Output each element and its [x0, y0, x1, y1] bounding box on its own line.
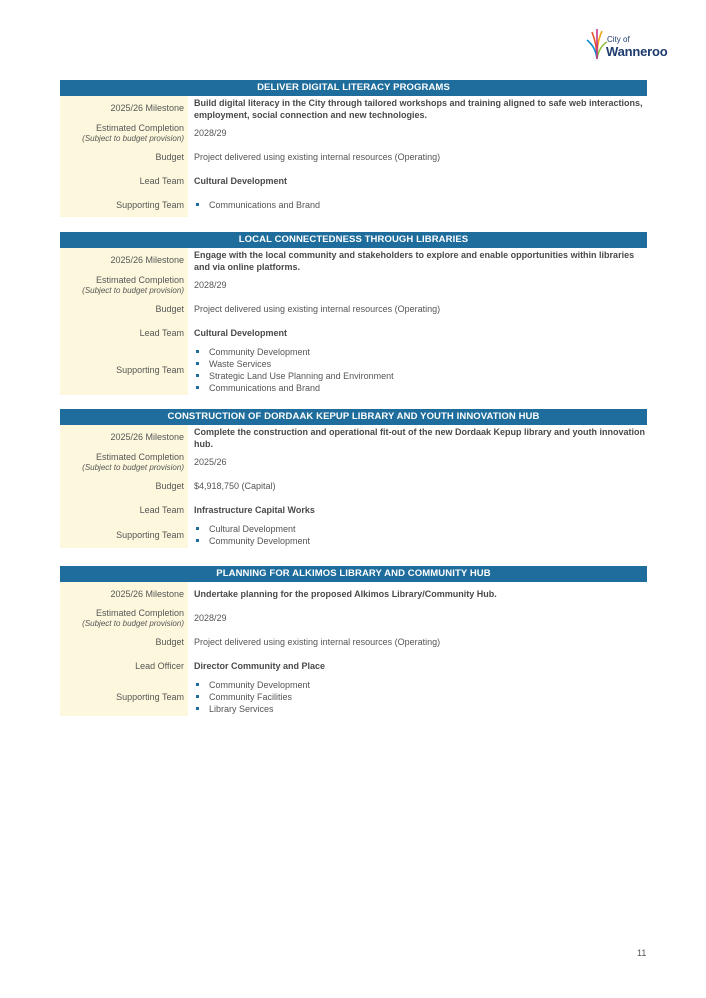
lead-value: Infrastructure Capital Works: [194, 505, 315, 515]
supporting-value: [188, 345, 647, 395]
lead-label: Lead Team: [60, 169, 188, 193]
budget-row: [60, 145, 647, 169]
section-title: LOCAL CONNECTEDNESS THROUGH LIBRARIES: [60, 232, 647, 248]
lead-label: Lead Team: [60, 321, 188, 345]
lead-row: [60, 654, 647, 678]
milestone-value: Undertake planning for the proposed Alkimos Library/Community Hub.: [194, 589, 497, 599]
list-item: Community Development: [194, 679, 647, 691]
milestone-value: Build digital literacy in the City through tailored workshops and training aligned to safe web interactions, employment, social connection and new technologies.: [194, 97, 643, 120]
lead-row: [60, 169, 647, 193]
budget-row: [60, 297, 647, 321]
section-title: DELIVER DIGITAL LITERACY PROGRAMS: [60, 80, 647, 96]
section-title: PLANNING FOR ALKIMOS LIBRARY AND COMMUNITY HUB: [60, 566, 647, 582]
budget-row: [60, 474, 647, 498]
budget-value: Project delivered using existing internal resources (Operating): [194, 304, 441, 314]
city-of-wanneroo-logo: [586, 26, 676, 62]
budget-label: Budget: [60, 297, 188, 321]
list-item: Communications and Brand: [194, 382, 647, 394]
list-item: Cultural Development: [194, 523, 647, 535]
completion-row: [60, 121, 647, 145]
lead-value: Director Community and Place: [194, 661, 326, 671]
section-alkimos: [60, 566, 647, 716]
lead-label: Lead Officer: [60, 654, 188, 678]
completion-row: [60, 606, 647, 630]
completion-row: [60, 450, 647, 474]
milestone-row: [60, 582, 647, 606]
section-local-connectedness: [60, 232, 647, 395]
lead-label: Lead Team: [60, 498, 188, 522]
milestone-label: 2025/26 Milestone: [60, 425, 188, 450]
budget-label: Budget: [60, 145, 188, 169]
milestone-value: Engage with the local community and stakeholders to explore and enable opportunities within libraries and via online platforms.: [194, 249, 635, 272]
completion-label: Estimated Completion (Subject to budget provision): [60, 273, 188, 297]
completion-value: 2028/29: [194, 613, 227, 623]
list-item: Community Development: [194, 346, 647, 358]
milestone-label: 2025/26 Milestone: [60, 248, 188, 273]
supporting-row: [60, 678, 647, 716]
lead-value: Cultural Development: [194, 176, 288, 186]
section-dordaak-kepup: [60, 409, 647, 548]
supporting-row: [60, 345, 647, 395]
budget-row: [60, 630, 647, 654]
page-number: 11: [637, 948, 647, 958]
tree-icon: [586, 26, 608, 60]
supporting-label: Supporting Team: [60, 193, 188, 217]
milestone-label: 2025/26 Milestone: [60, 582, 188, 606]
milestone-row: [60, 425, 647, 450]
supporting-value: [188, 193, 647, 217]
logo-name-text: Wanneroo: [606, 44, 668, 59]
budget-label: Budget: [60, 630, 188, 654]
logo-city-text: City of: [607, 35, 630, 44]
milestone-label: 2025/26 Milestone: [60, 96, 188, 121]
supporting-row: [60, 522, 647, 548]
lead-row: [60, 321, 647, 345]
completion-value: 2028/29: [194, 280, 227, 290]
list-item: Community Development: [194, 535, 647, 547]
supporting-value: [188, 522, 647, 548]
budget-value: Project delivered using existing internal resources (Operating): [194, 637, 441, 647]
lead-row: [60, 498, 647, 522]
list-item: Library Services: [194, 703, 647, 715]
supporting-label: Supporting Team: [60, 345, 188, 395]
budget-value: Project delivered using existing internal resources (Operating): [194, 152, 441, 162]
budget-label: Budget: [60, 474, 188, 498]
list-item: Waste Services: [194, 358, 647, 370]
lead-value: Cultural Development: [194, 328, 288, 338]
budget-value: $4,918,750 (Capital): [194, 481, 276, 491]
milestone-row: [60, 96, 647, 121]
completion-label: Estimated Completion (Subject to budget provision): [60, 121, 188, 145]
section-title: CONSTRUCTION OF DORDAAK KEPUP LIBRARY AND YOUTH INNOVATION HUB: [60, 409, 647, 425]
completion-value: 2025/26: [194, 457, 227, 467]
supporting-value: [188, 678, 647, 716]
section-digital-literacy: [60, 80, 647, 217]
milestone-row: [60, 248, 647, 273]
supporting-label: Supporting Team: [60, 522, 188, 548]
supporting-label: Supporting Team: [60, 678, 188, 716]
completion-label: Estimated Completion (Subject to budget provision): [60, 450, 188, 474]
completion-value: 2028/29: [194, 128, 227, 138]
completion-label: Estimated Completion (Subject to budget provision): [60, 606, 188, 630]
completion-row: [60, 273, 647, 297]
list-item: Community Facilities: [194, 691, 647, 703]
list-item: Communications and Brand: [194, 199, 647, 211]
supporting-row: [60, 193, 647, 217]
milestone-value: Complete the construction and operational fit-out of the new Dordaak Kepup library and youth innovation hub.: [194, 426, 646, 449]
list-item: Strategic Land Use Planning and Environment: [194, 370, 647, 382]
